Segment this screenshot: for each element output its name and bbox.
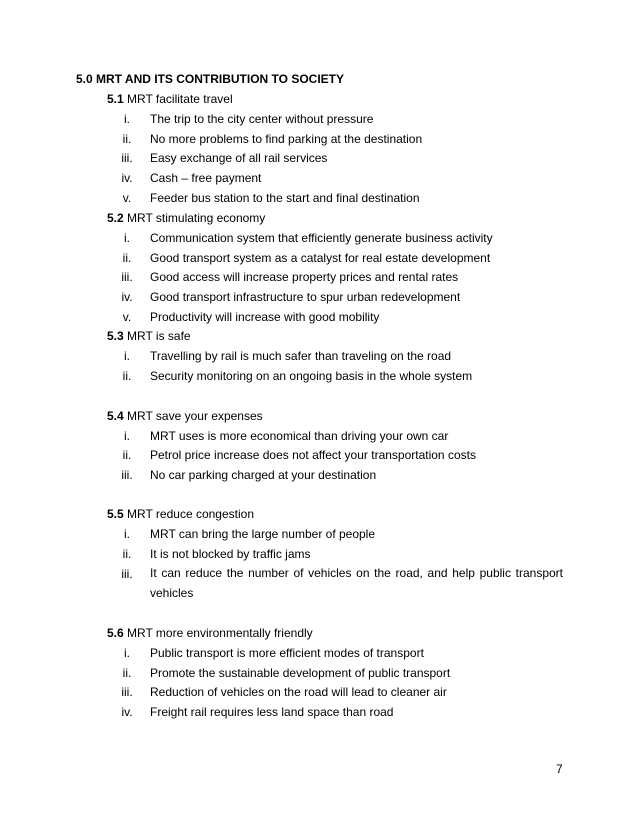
list-item-text: MRT uses is more economical than driving your own car — [150, 429, 449, 443]
section-number: 5.4 — [107, 409, 124, 423]
section-heading-5-6 — [107, 626, 313, 640]
list-item-text: MRT can bring the large number of people — [150, 527, 376, 541]
list-item-numeral: ii. — [122, 448, 132, 462]
list-item-numeral: ii. — [122, 132, 132, 146]
list-item-text: It is not blocked by traffic jams — [150, 547, 311, 561]
list-item-text: Good transport infrastructure to spur urban redevelopment — [150, 290, 461, 304]
list-item-numeral: iv. — [121, 290, 133, 304]
list-item-numeral: iii. — [121, 468, 133, 482]
list-item-text: Feeder bus station to the start and final destination — [150, 191, 420, 205]
list-item-text: Easy exchange of all rail services — [150, 151, 328, 165]
list-item-numeral: iii. — [121, 685, 133, 699]
list-item-text: Travelling by rail is much safer than traveling on the road — [150, 349, 452, 363]
section-title: MRT more environmentally friendly — [127, 626, 313, 640]
list-item-text: Public transport is more efficient modes of transport — [150, 646, 424, 660]
list-item-numeral: i. — [124, 646, 130, 660]
list-item-text: The trip to the city center without pressure — [150, 112, 374, 126]
list-item-numeral: iii. — [121, 270, 133, 284]
list-item-numeral: iv. — [121, 171, 133, 185]
list-item-text: Reduction of vehicles on the road will lead to cleaner air — [150, 685, 447, 699]
list-item-text: No more problems to find parking at the destination — [150, 132, 423, 146]
section-number: 5.1 — [107, 92, 124, 106]
section-heading-5-2 — [107, 211, 265, 225]
list-item-numeral: iii. — [121, 151, 133, 165]
list-item-text: Petrol price increase does not affect your transportation costs — [150, 448, 476, 462]
list-item-numeral: i. — [124, 112, 130, 126]
list-item-text: It can reduce the number of vehicles on the road, and help public transport vehicles — [150, 566, 563, 600]
section-number: 5.6 — [107, 626, 124, 640]
section-heading-5-5 — [107, 507, 254, 521]
list-item-numeral: i. — [124, 429, 130, 443]
section-title: MRT is safe — [127, 329, 191, 343]
section-title: MRT stimulating economy — [127, 211, 266, 225]
list-item-text: Communication system that efficiently generate business activity — [150, 231, 493, 245]
section-heading-5-1 — [107, 92, 233, 106]
list-item-text: Good access will increase property prices and rental rates — [150, 270, 459, 284]
list-item-numeral: ii. — [122, 369, 132, 383]
section-title: MRT save your expenses — [127, 409, 263, 423]
main-heading: 5.0 MRT AND ITS CONTRIBUTION TO SOCIETY — [76, 72, 345, 86]
section-number: 5.3 — [107, 329, 124, 343]
list-item-numeral: i. — [124, 527, 130, 541]
section-title: MRT facilitate travel — [127, 92, 233, 106]
section-number: 5.2 — [107, 211, 124, 225]
section-number: 5.5 — [107, 507, 124, 521]
list-item-numeral: ii. — [122, 666, 132, 680]
list-item-text: Freight rail requires less land space than road — [150, 705, 394, 719]
list-item-numeral: iv. — [121, 705, 133, 719]
list-item-numeral: i. — [124, 349, 130, 363]
list-item-numeral: v. — [122, 310, 132, 324]
list-item-text: No car parking charged at your destination — [150, 468, 377, 482]
list-item-text: Cash – free payment — [150, 171, 262, 185]
section-heading-5-4 — [107, 409, 263, 423]
list-item-numeral: v. — [122, 191, 132, 205]
list-item-text: Good transport system as a catalyst for real estate development — [150, 251, 491, 265]
list-item-text: Productivity will increase with good mobility — [150, 310, 380, 324]
list-item-numeral: ii. — [122, 251, 132, 265]
page-number: 7 — [556, 762, 563, 776]
list-item-text: Promote the sustainable development of public transport — [150, 666, 451, 680]
section-title: MRT reduce congestion — [127, 507, 254, 521]
list-item-numeral: ii. — [122, 547, 132, 561]
section-heading-5-3 — [107, 329, 191, 343]
list-item-numeral: iii. — [121, 567, 133, 581]
list-item-numeral: i. — [124, 231, 130, 245]
list-item-text: Security monitoring on an ongoing basis in the whole system — [150, 369, 473, 383]
